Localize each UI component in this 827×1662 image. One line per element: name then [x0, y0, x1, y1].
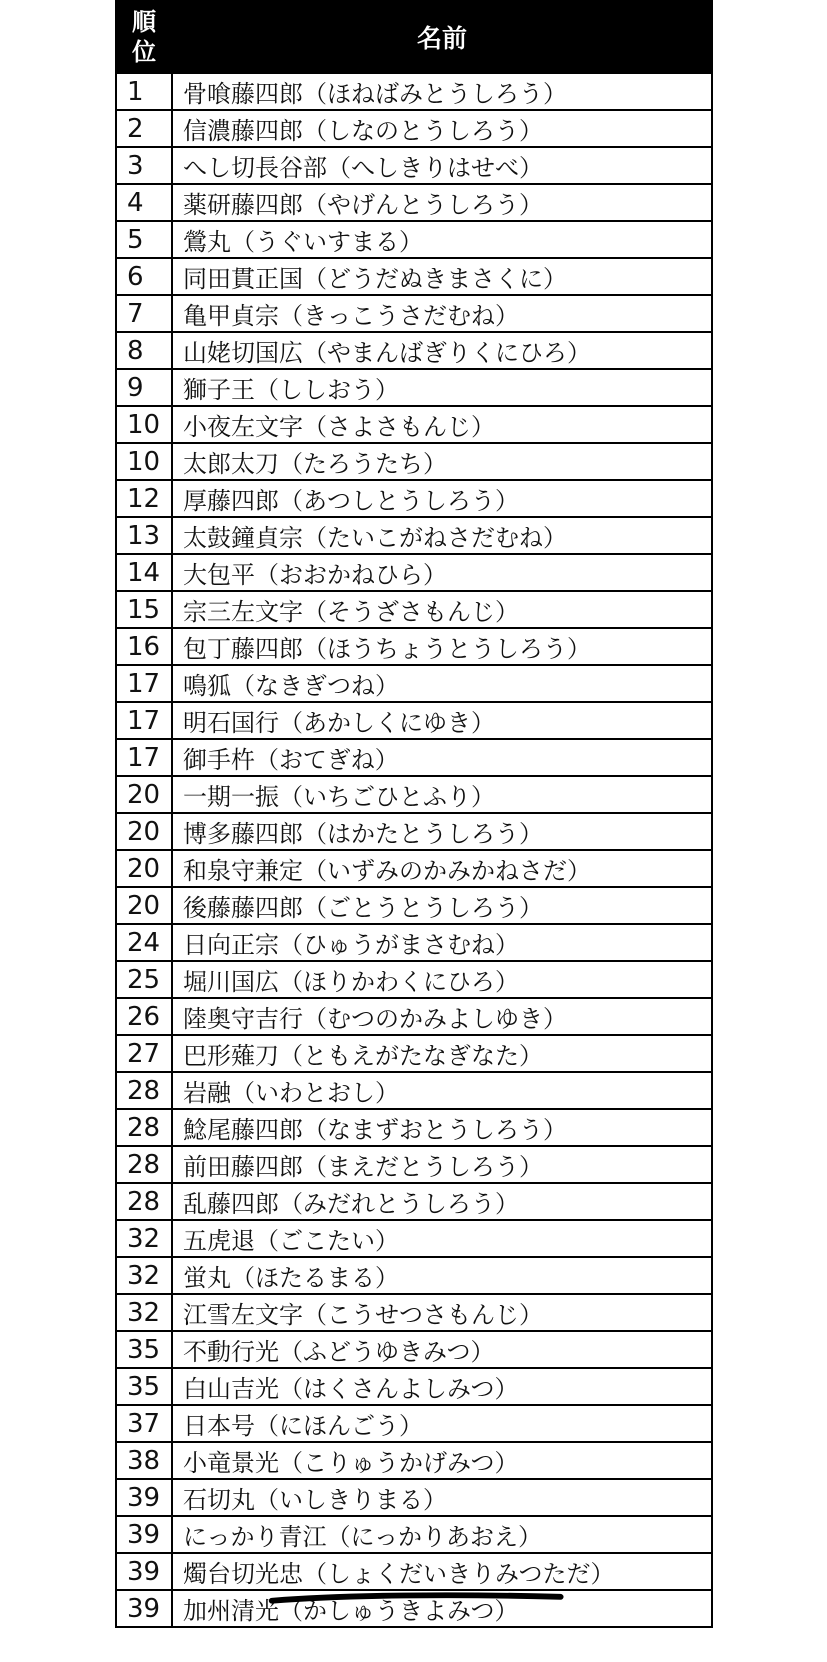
table-row [116, 961, 712, 998]
name-cell [172, 406, 712, 443]
name-cell [172, 369, 712, 406]
rank-cell: 25 [116, 961, 172, 998]
table-row [116, 1405, 712, 1442]
name-text: 不動行光（ふどうゆきみつ） [183, 1338, 495, 1366]
table-row [116, 1590, 712, 1627]
name-text: 堀川国広（ほりかわくにひろ） [183, 968, 519, 996]
name-cell [172, 1516, 712, 1553]
name-cell [172, 924, 712, 961]
rank-cell: 35 [116, 1331, 172, 1368]
rank-cell: 32 [116, 1220, 172, 1257]
table-row [116, 147, 712, 184]
table-row [116, 1294, 712, 1331]
name-text: 山姥切国広（やまんばぎりくにひろ） [183, 339, 591, 367]
name-cell [172, 1368, 712, 1405]
name-text: 加州清光（かしゅうきよみつ） [183, 1597, 519, 1625]
table-row [116, 776, 712, 813]
table-row [116, 554, 712, 591]
rank-cell: 3 [116, 147, 172, 184]
rank-cell: 12 [116, 480, 172, 517]
name-cell [172, 258, 712, 295]
rank-cell: 39 [116, 1553, 172, 1590]
rank-cell: 37 [116, 1405, 172, 1442]
name-cell [172, 1257, 712, 1294]
name-cell [172, 702, 712, 739]
rank-cell: 13 [116, 517, 172, 554]
name-text: 日向正宗（ひゅうがまさむね） [183, 931, 519, 959]
name-cell [172, 628, 712, 665]
table-row [116, 628, 712, 665]
rank-cell: 14 [116, 554, 172, 591]
name-cell [172, 1072, 712, 1109]
name-text: 大包平（おおかねひら） [183, 561, 447, 589]
table-row [116, 1368, 712, 1405]
table-row [116, 813, 712, 850]
name-text: 後藤藤四郎（ごとうとうしろう） [183, 894, 543, 922]
name-cell [172, 961, 712, 998]
name-text: 五虎退（ごこたい） [183, 1227, 399, 1255]
name-cell [172, 739, 712, 776]
name-text: 巴形薙刀（ともえがたなぎなた） [183, 1042, 543, 1070]
rank-header-line2: 位 [132, 38, 156, 66]
table-row [116, 1442, 712, 1479]
table-row [116, 295, 712, 332]
table-row [116, 591, 712, 628]
name-text: 亀甲貞宗（きっこうさだむね） [183, 302, 519, 330]
name-cell [172, 776, 712, 813]
name-text: 乱藤四郎（みだれとうしろう） [183, 1190, 519, 1218]
name-column-header: 名前 [172, 1, 712, 73]
name-text: 太鼓鐘貞宗（たいこがねさだむね） [183, 524, 567, 552]
name-cell [172, 1220, 712, 1257]
rank-cell: 2 [116, 110, 172, 147]
rank-cell: 5 [116, 221, 172, 258]
rank-cell: 10 [116, 443, 172, 480]
name-text: 信濃藤四郎（しなのとうしろう） [183, 117, 543, 145]
header-row [116, 1, 712, 73]
table-row [116, 369, 712, 406]
rank-header-line1: 順 [132, 8, 156, 36]
table-header [116, 1, 712, 73]
name-cell [172, 443, 712, 480]
rank-cell: 1 [116, 73, 172, 110]
name-cell [172, 184, 712, 221]
rank-cell: 7 [116, 295, 172, 332]
table-row [116, 1257, 712, 1294]
name-text: 和泉守兼定（いずみのかみかねさだ） [183, 857, 591, 885]
name-text: 小竜景光（こりゅうかげみつ） [183, 1449, 519, 1477]
name-text: 石切丸（いしきりまる） [183, 1486, 447, 1514]
table-row [116, 739, 712, 776]
rank-cell: 32 [116, 1294, 172, 1331]
table-row [116, 1331, 712, 1368]
name-cell [172, 73, 712, 110]
name-text: 燭台切光忠（しょくだいきりみつただ） [183, 1560, 615, 1588]
table-row [116, 1035, 712, 1072]
name-cell [172, 1146, 712, 1183]
table-row [116, 443, 712, 480]
table-row [116, 517, 712, 554]
name-cell [172, 1590, 712, 1627]
name-text: 同田貫正国（どうだぬきまさくに） [183, 265, 567, 293]
rank-cell: 4 [116, 184, 172, 221]
table-row [116, 406, 712, 443]
name-cell [172, 517, 712, 554]
rank-cell: 39 [116, 1590, 172, 1627]
rank-cell: 28 [116, 1072, 172, 1109]
name-text: へし切長谷部（へしきりはせべ） [183, 154, 543, 182]
rank-cell: 39 [116, 1516, 172, 1553]
rank-cell: 26 [116, 998, 172, 1035]
name-cell [172, 480, 712, 517]
name-cell [172, 554, 712, 591]
table-row [116, 702, 712, 739]
rank-cell: 6 [116, 258, 172, 295]
name-text: 小夜左文字（さよさもんじ） [183, 413, 495, 441]
name-text: 包丁藤四郎（ほうちょうとうしろう） [183, 635, 591, 663]
rank-cell: 10 [116, 406, 172, 443]
rank-cell: 20 [116, 776, 172, 813]
name-cell [172, 813, 712, 850]
name-text: 日本号（にほんごう） [183, 1412, 423, 1440]
name-cell [172, 1035, 712, 1072]
table-row [116, 1479, 712, 1516]
table-row [116, 110, 712, 147]
name-cell [172, 110, 712, 147]
rank-cell: 38 [116, 1442, 172, 1479]
name-cell [172, 147, 712, 184]
name-cell [172, 887, 712, 924]
name-cell [172, 998, 712, 1035]
name-cell [172, 1109, 712, 1146]
table-row [116, 258, 712, 295]
rank-cell: 39 [116, 1479, 172, 1516]
table-row [116, 1516, 712, 1553]
name-cell [172, 332, 712, 369]
table-row [116, 184, 712, 221]
rank-cell: 16 [116, 628, 172, 665]
table-row [116, 850, 712, 887]
name-text: 太郎太刀（たろうたち） [183, 450, 447, 478]
rank-cell: 20 [116, 887, 172, 924]
name-text: 蛍丸（ほたるまる） [183, 1264, 399, 1292]
table-row [116, 480, 712, 517]
table-body [116, 73, 712, 1627]
name-text: 御手杵（おてぎね） [183, 746, 399, 774]
name-cell [172, 1183, 712, 1220]
table-row [116, 1220, 712, 1257]
rank-cell: 17 [116, 665, 172, 702]
name-text: 薬研藤四郎（やげんとうしろう） [183, 191, 543, 219]
table-row [116, 221, 712, 258]
name-cell [172, 1442, 712, 1479]
name-text: にっかり青江（にっかりあおえ） [183, 1523, 543, 1551]
name-text: 白山吉光（はくさんよしみつ） [183, 1375, 519, 1403]
table-row [116, 1109, 712, 1146]
rank-cell: 35 [116, 1368, 172, 1405]
table-row [116, 1553, 712, 1590]
table-row [116, 1183, 712, 1220]
rank-cell: 27 [116, 1035, 172, 1072]
name-text: 前田藤四郎（まえだとうしろう） [183, 1153, 543, 1181]
rank-cell: 9 [116, 369, 172, 406]
name-cell [172, 850, 712, 887]
table-row [116, 1146, 712, 1183]
name-cell [172, 1331, 712, 1368]
name-cell [172, 665, 712, 702]
rank-cell: 28 [116, 1183, 172, 1220]
rank-column-header [116, 1, 172, 73]
rank-cell: 17 [116, 702, 172, 739]
rank-cell: 20 [116, 813, 172, 850]
name-cell [172, 1479, 712, 1516]
table-row [116, 665, 712, 702]
name-text: 骨喰藤四郎（ほねばみとうしろう） [183, 80, 567, 108]
table-row [116, 924, 712, 961]
name-text: 鯰尾藤四郎（なまずおとうしろう） [183, 1116, 567, 1144]
rank-cell: 20 [116, 850, 172, 887]
name-cell [172, 295, 712, 332]
name-text: 宗三左文字（そうざさもんじ） [183, 598, 519, 626]
table-row [116, 332, 712, 369]
table-row [116, 1072, 712, 1109]
name-cell [172, 591, 712, 628]
name-cell [172, 1553, 712, 1590]
name-text: 一期一振（いちごひとふり） [183, 783, 495, 811]
rank-cell: 15 [116, 591, 172, 628]
name-text: 明石国行（あかしくにゆき） [183, 709, 495, 737]
name-cell [172, 1405, 712, 1442]
ranking-table [115, 0, 713, 1628]
rank-cell: 28 [116, 1109, 172, 1146]
table-row [116, 998, 712, 1035]
name-cell [172, 221, 712, 258]
rank-cell: 8 [116, 332, 172, 369]
table-row [116, 73, 712, 110]
name-text: 博多藤四郎（はかたとうしろう） [183, 820, 543, 848]
name-text: 獅子王（ししおう） [183, 376, 399, 404]
name-cell [172, 1294, 712, 1331]
name-text: 陸奥守吉行（むつのかみよしゆき） [183, 1005, 567, 1033]
name-text: 厚藤四郎（あつしとうしろう） [183, 487, 519, 515]
table-row [116, 887, 712, 924]
rank-cell: 28 [116, 1146, 172, 1183]
name-text: 岩融（いわとおし） [183, 1079, 399, 1107]
name-text: 鶯丸（うぐいすまる） [183, 228, 423, 256]
name-text: 江雪左文字（こうせつさもんじ） [183, 1301, 543, 1329]
rank-cell: 32 [116, 1257, 172, 1294]
name-text: 鳴狐（なきぎつね） [183, 672, 399, 700]
rank-cell: 17 [116, 739, 172, 776]
rank-cell: 24 [116, 924, 172, 961]
